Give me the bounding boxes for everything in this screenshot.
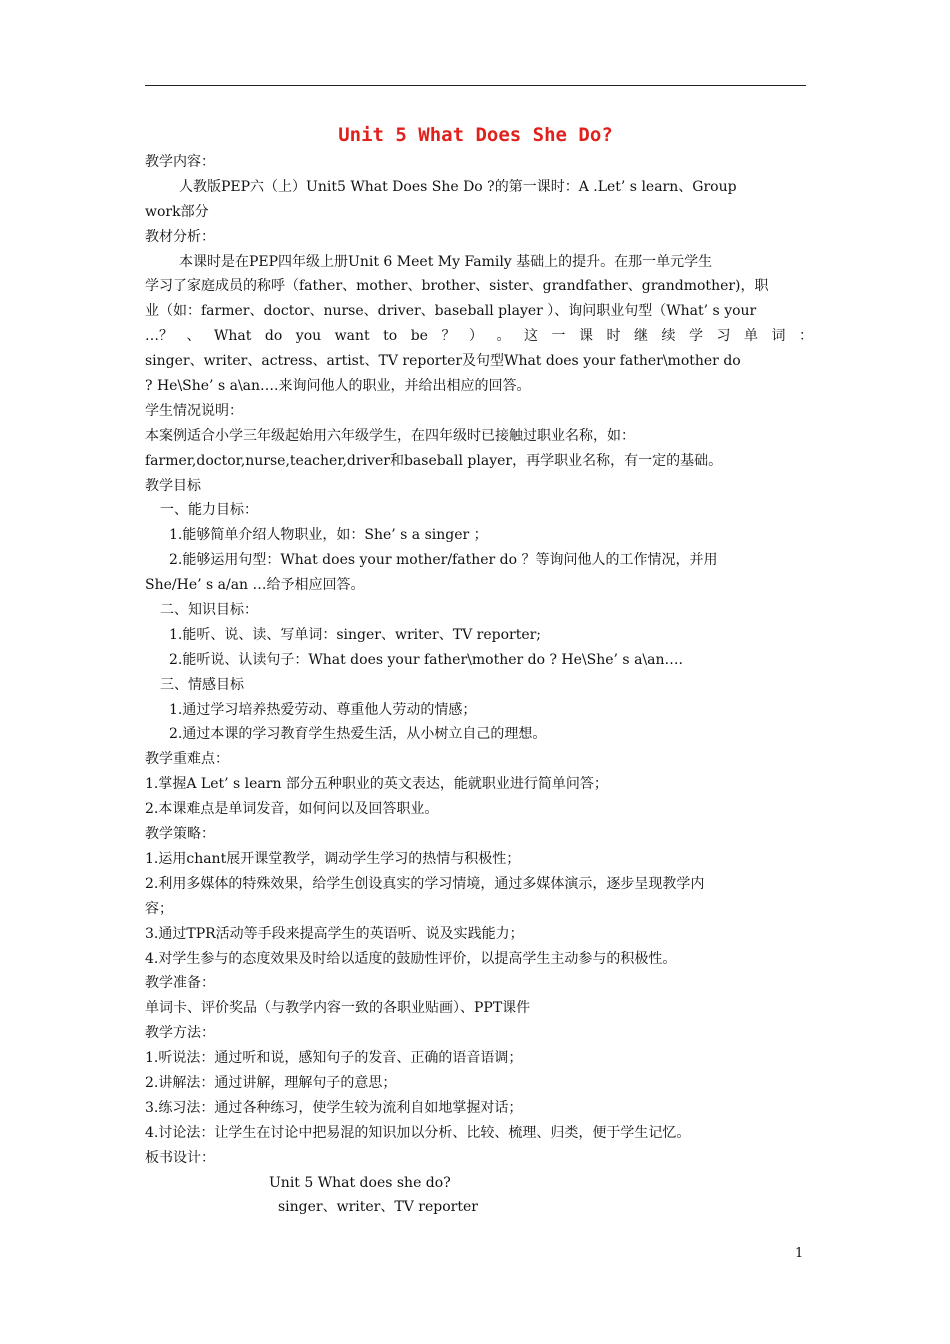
justified-token: 、 bbox=[186, 328, 201, 345]
list-item: 2.能听说、认读句子：What does your father\mother do ? He\She’ s a\an…. bbox=[169, 651, 683, 668]
justified-token: 这 bbox=[523, 328, 538, 345]
section-heading: 教学重难点： bbox=[145, 751, 229, 768]
list-item: 1.听说法：通过听和说，感知句子的发音、正确的语音语调； bbox=[145, 1050, 523, 1067]
section-heading: 教学策略： bbox=[145, 826, 215, 843]
justified-token: 继 bbox=[633, 328, 648, 345]
justified-token: 一 bbox=[551, 328, 566, 345]
paragraph-line: 学习了家庭成员的称呼（father、mother、brother、sister、grandfather、grandmother)，职 bbox=[145, 278, 769, 295]
paragraph-line: 业（如：farmer、doctor、nurse、driver、baseball player ）、询问职业句型（What’ s your bbox=[145, 303, 757, 320]
list-item: 2.讲解法：通过讲解，理解句子的意思； bbox=[145, 1074, 397, 1091]
list-item: 2.能够运用句型：What does your mother/father do ？等询问他人的工作情况，并用 bbox=[169, 552, 718, 569]
paragraph-line: ? He\She’ s a\an….来询问他人的职业，并给出相应的回答。 bbox=[145, 378, 531, 395]
justified-token: 词 bbox=[771, 328, 786, 345]
justified-token: ： bbox=[798, 328, 813, 345]
list-item: 4.讨论法：让学生在讨论中把易混的知识加以分析、比较、梳理、归类，便于学生记忆。 bbox=[145, 1124, 691, 1141]
section-heading: 教学目标 bbox=[145, 477, 201, 494]
list-item-continuation: She/He’ s a/an …给予相应回答。 bbox=[145, 577, 365, 594]
justified-token: 。 bbox=[496, 328, 511, 345]
section-heading: 教材分析： bbox=[145, 228, 215, 245]
section-heading: 教学内容： bbox=[145, 154, 215, 170]
justified-paragraph-line bbox=[145, 324, 813, 349]
list-item: 1.能够简单介绍人物职业，如：She’ s a singer ； bbox=[169, 527, 488, 544]
paragraph-line: 单词卡、评价奖品（与教学内容一致的各职业贴画）、PPT课件 bbox=[145, 1000, 531, 1017]
list-item: 1.掌握A Let’ s learn 部分五种职业的英文表达，能就职业进行简单问答； bbox=[145, 776, 608, 793]
list-item: 1.通过学习培养热爱劳动、尊重他人劳动的情感； bbox=[169, 701, 477, 718]
justified-token: 时 bbox=[606, 328, 621, 345]
section-heading: 教学方法： bbox=[145, 1025, 215, 1042]
justified-token: want bbox=[334, 328, 370, 345]
list-item: 3.通过TPR活动等手段来提高学生的英语听、说及实践能力； bbox=[145, 925, 524, 942]
paragraph-line: farmer,doctor,nurse,teacher,driver和baseball player，再学职业名称，有一定的基础。 bbox=[145, 452, 723, 469]
justified-token: 单 bbox=[743, 328, 758, 345]
section-heading: 学生情况说明： bbox=[145, 402, 243, 419]
paragraph-line: 本课时是在PEP四年级上册Unit 6 Meet My Family 基础上的提升。在那一单元学生 bbox=[179, 253, 713, 270]
header-rule bbox=[145, 85, 806, 86]
page-number: 1 bbox=[795, 1246, 804, 1261]
list-item: 1.能听、说、读、写单词：singer、writer、TV reporter; bbox=[169, 626, 542, 643]
justified-token: 续 bbox=[661, 328, 676, 345]
justified-token: 习 bbox=[716, 328, 731, 345]
paragraph-line: singer、writer、actress、artist、TV reporter及句型What does your father\mother do bbox=[145, 353, 741, 370]
paragraph-line: 本案例适合小学三年级起始用六年级学生，在四年级时已接触过职业名称，如： bbox=[145, 427, 635, 444]
justified-token: …？ bbox=[145, 328, 173, 345]
justified-token: to bbox=[383, 328, 398, 345]
justified-token: do bbox=[264, 328, 283, 345]
subsection-heading: 三、情感目标 bbox=[160, 676, 244, 693]
subsection-heading: 二、知识目标： bbox=[160, 602, 258, 619]
board-design-line: Unit 5 What does she do? bbox=[269, 1174, 451, 1191]
justified-token: be bbox=[410, 328, 428, 345]
list-item: 2.本课难点是单词发音，如何问以及回答职业。 bbox=[145, 801, 439, 818]
board-design-line: singer、writer、TV reporter bbox=[278, 1199, 478, 1216]
list-item: 2.利用多媒体的特殊效果，给学生创设真实的学习情境，通过多媒体演示，逐步呈现教学内 bbox=[145, 875, 705, 892]
section-heading: 教学准备： bbox=[145, 975, 215, 992]
list-item: 1.运用chant展开课堂教学，调动学生学习的热情与积极性； bbox=[145, 850, 521, 867]
justified-token: What bbox=[214, 328, 252, 345]
section-heading: 板书设计： bbox=[145, 1149, 215, 1166]
justified-token: ？ bbox=[441, 328, 456, 345]
justified-token: 课 bbox=[578, 328, 593, 345]
list-item-continuation: 容； bbox=[145, 900, 173, 917]
justified-token: you bbox=[295, 328, 322, 345]
document-title: Unit 5 What Does She Do? bbox=[338, 124, 613, 146]
justified-token: ） bbox=[468, 328, 483, 345]
document-body bbox=[145, 150, 813, 1220]
list-item: 3.练习法：通过各种练习，使学生较为流利自如地掌握对话； bbox=[145, 1099, 523, 1116]
paragraph-line: 人教版PEP六（上）Unit5 What Does She Do ?的第一课时：A .Let’ s learn、Group bbox=[179, 178, 737, 195]
subsection-heading: 一、能力目标： bbox=[160, 502, 258, 519]
paragraph-line: work部分 bbox=[145, 203, 209, 220]
list-item: 4.对学生参与的态度效果及时给以适度的鼓励性评价，以提高学生主动参与的积极性。 bbox=[145, 950, 677, 967]
justified-token: 学 bbox=[688, 328, 703, 345]
list-item: 2.通过本课的学习教育学生热爱生活，从小树立自己的理想。 bbox=[169, 726, 547, 743]
